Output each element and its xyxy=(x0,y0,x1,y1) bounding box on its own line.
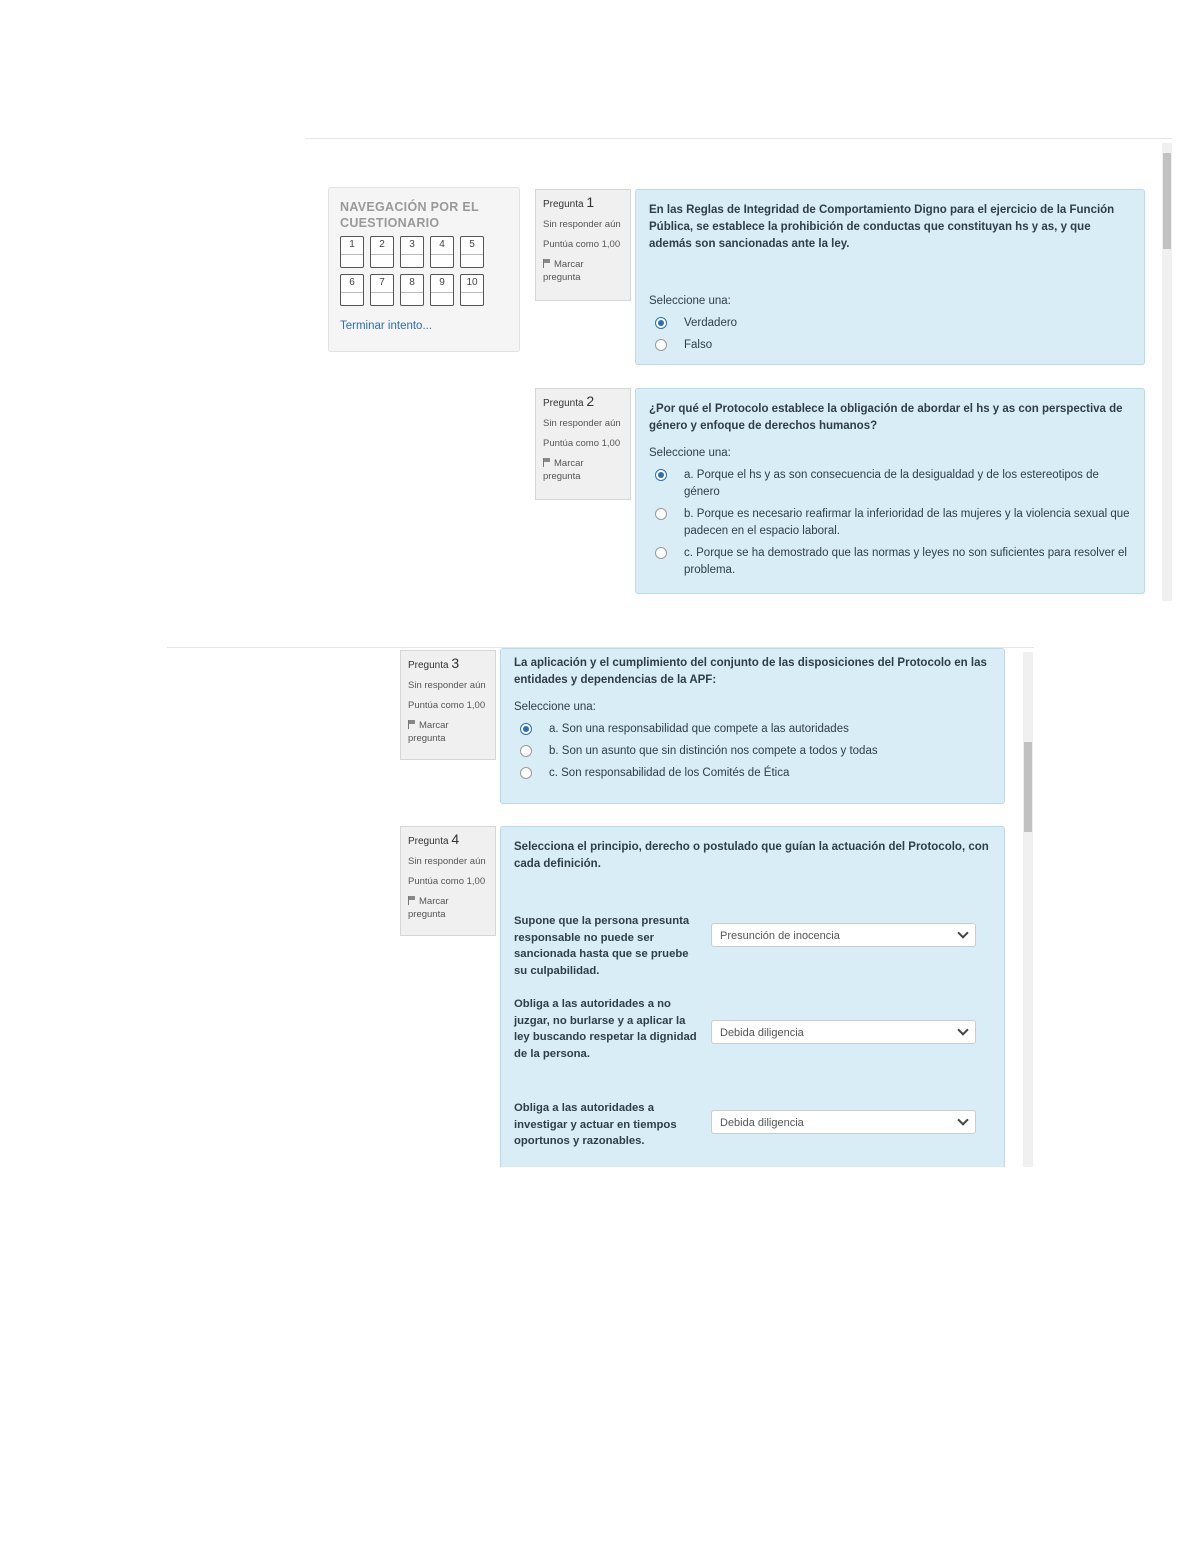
answer-prompt: Seleccione una: xyxy=(649,447,731,459)
answer-option-label: Falso xyxy=(684,339,713,351)
question-status: Sin responder aún xyxy=(408,680,486,691)
question-score: Puntúa como 1,00 xyxy=(543,438,621,449)
nav-question-button[interactable]: 3 xyxy=(400,236,424,268)
flag-question-link[interactable] xyxy=(408,719,488,745)
question-text: La aplicación y el cumplimiento del conjunto de las disposiciones del Protocolo en las entidades y dependencias de la APF: xyxy=(514,657,987,686)
radio-button-selected[interactable] xyxy=(655,317,667,329)
match-select[interactable] xyxy=(711,1020,976,1044)
quiz-navigation-title: NAVEGACIÓN POR EL CUESTIONARIO xyxy=(340,200,479,230)
question-number xyxy=(543,395,623,410)
question-score: Puntúa como 1,00 xyxy=(408,876,486,887)
flag-label: Marcar pregunta xyxy=(408,896,449,920)
nav-question-button[interactable]: 1 xyxy=(340,236,364,268)
match-select[interactable] xyxy=(711,1110,976,1134)
flag-icon xyxy=(408,896,416,905)
question-info-4 xyxy=(400,826,496,936)
nav-question-button[interactable]: 9 xyxy=(430,274,454,306)
question-number xyxy=(543,196,623,211)
answer-prompt: Seleccione una: xyxy=(514,701,596,713)
flag-label: Marcar pregunta xyxy=(408,720,449,744)
question-status: Sin responder aún xyxy=(543,219,621,230)
question-text: Selecciona el principio, derecho o postulado que guían la actuación del Protocolo, con cada definición. xyxy=(514,841,989,870)
answer-option-label: Verdadero xyxy=(684,317,738,329)
answer-option[interactable] xyxy=(649,467,1131,501)
question-text: En las Reglas de Integridad de Comportamiento Digno para el ejercicio de la Función Pública, se establece la prohibición de conductas que constituyan hs y as, y que además son sancionadas ante la ley. xyxy=(649,204,1115,250)
nav-question-button[interactable]: 4 xyxy=(430,236,454,268)
answer-option-label: c. Son responsabilidad de los Comités de Ética xyxy=(549,767,790,779)
nav-question-button[interactable]: 10 xyxy=(460,274,484,306)
answer-option[interactable] xyxy=(649,545,1131,579)
radio-button-selected[interactable] xyxy=(520,723,532,735)
nav-question-button[interactable]: 6 xyxy=(340,274,364,306)
answer-option-label: c. Porque se ha demostrado que las normas y leyes no son suficientes para resolver el problema. xyxy=(684,547,1127,576)
question-content-3 xyxy=(500,648,1005,804)
question-score: Puntúa como 1,00 xyxy=(408,700,486,711)
question-number-value: 1 xyxy=(586,194,595,210)
chevron-down-icon xyxy=(957,927,968,938)
flag-icon xyxy=(543,458,551,467)
flag-label: Marcar pregunta xyxy=(543,259,584,283)
question-status: Sin responder aún xyxy=(408,856,486,867)
finish-attempt-link[interactable]: Terminar intento... xyxy=(340,320,433,332)
answer-option-label: b. Son un asunto que sin distinción nos compete a todos y todas xyxy=(549,745,878,757)
answer-option[interactable] xyxy=(514,743,991,760)
question-number xyxy=(408,657,488,672)
question-info-1 xyxy=(535,189,631,301)
question-content-2 xyxy=(635,388,1145,594)
match-select-value: Debida diligencia xyxy=(720,1027,804,1039)
radio-button-selected[interactable] xyxy=(655,469,667,481)
question-number-value: 4 xyxy=(451,831,460,847)
nav-question-button[interactable]: 2 xyxy=(370,236,394,268)
answer-option-label: b. Porque es necesario reafirmar la inferioridad de las mujeres y la violencia sexual que padecen en el espacio laboral. xyxy=(684,508,1130,537)
scrollbar[interactable] xyxy=(1162,143,1172,601)
radio-button[interactable] xyxy=(655,508,667,520)
nav-question-button[interactable]: 5 xyxy=(460,236,484,268)
question-info-3 xyxy=(400,650,496,760)
question-label: Pregunta xyxy=(408,836,449,847)
flag-question-link[interactable] xyxy=(543,258,623,284)
scrollbar-thumb[interactable] xyxy=(1163,153,1171,249)
nav-question-button[interactable]: 7 xyxy=(370,274,394,306)
question-status: Sin responder aún xyxy=(543,418,621,429)
flag-icon xyxy=(543,259,551,268)
match-row xyxy=(514,996,991,1086)
answer-option[interactable] xyxy=(514,765,991,782)
radio-button[interactable] xyxy=(520,767,532,779)
match-definition: Supone que la persona presunta responsable no puede ser sancionada hasta que se pruebe su culpabilidad. xyxy=(514,915,690,977)
question-number-value: 3 xyxy=(451,655,460,671)
quiz-navigation-block xyxy=(328,187,520,352)
chevron-down-icon xyxy=(957,1114,968,1125)
question-info-2 xyxy=(535,388,631,500)
answer-option[interactable] xyxy=(649,337,1131,354)
match-row xyxy=(514,1100,991,1160)
question-content-1 xyxy=(635,189,1145,365)
match-definition: Obliga a las autoridades a no juzgar, no burlarse y a aplicar la ley buscando respetar la dignidad de la persona. xyxy=(514,998,697,1060)
match-definition: Obliga a las autoridades a investigar y actuar en tiempos oportunos y razonables. xyxy=(514,1102,677,1147)
question-number xyxy=(408,833,488,848)
screenshot-quiz-top xyxy=(305,138,1172,601)
answer-option[interactable] xyxy=(649,315,1131,332)
question-number-value: 2 xyxy=(586,393,595,409)
radio-button[interactable] xyxy=(520,745,532,757)
screenshot-quiz-bottom xyxy=(167,647,1034,1167)
scrollbar[interactable] xyxy=(1023,652,1033,1167)
radio-button[interactable] xyxy=(655,339,667,351)
scrollbar-thumb[interactable] xyxy=(1024,742,1032,832)
radio-button[interactable] xyxy=(655,547,667,559)
match-select-value: Presunción de inocencia xyxy=(720,930,840,942)
flag-question-link[interactable] xyxy=(543,457,623,483)
flag-icon xyxy=(408,720,416,729)
question-label: Pregunta xyxy=(543,398,584,409)
flag-question-link[interactable] xyxy=(408,895,488,921)
flag-label: Marcar pregunta xyxy=(543,458,584,482)
answer-option-label: a. Son una responsabilidad que compete a las autoridades xyxy=(549,723,849,735)
answer-prompt: Seleccione una: xyxy=(649,295,731,307)
answer-option[interactable] xyxy=(649,506,1131,540)
answer-option-label: a. Porque el hs y as son consecuencia de la desigualdad y de los estereotipos de género xyxy=(684,469,1099,498)
nav-question-button[interactable]: 8 xyxy=(400,274,424,306)
question-score: Puntúa como 1,00 xyxy=(543,239,621,250)
question-content-4 xyxy=(500,826,1005,1167)
question-text: ¿Por qué el Protocolo establece la obligación de abordar el hs y as con perspectiva de género y enfoque de derechos humanos? xyxy=(649,403,1123,432)
question-label: Pregunta xyxy=(408,660,449,671)
match-row xyxy=(514,913,991,988)
question-label: Pregunta xyxy=(543,199,584,210)
match-select-value: Debida diligencia xyxy=(720,1117,804,1129)
quiz-navigation-grid xyxy=(340,236,500,306)
match-select[interactable] xyxy=(711,923,976,947)
chevron-down-icon xyxy=(957,1024,968,1035)
answer-option[interactable] xyxy=(514,721,991,738)
